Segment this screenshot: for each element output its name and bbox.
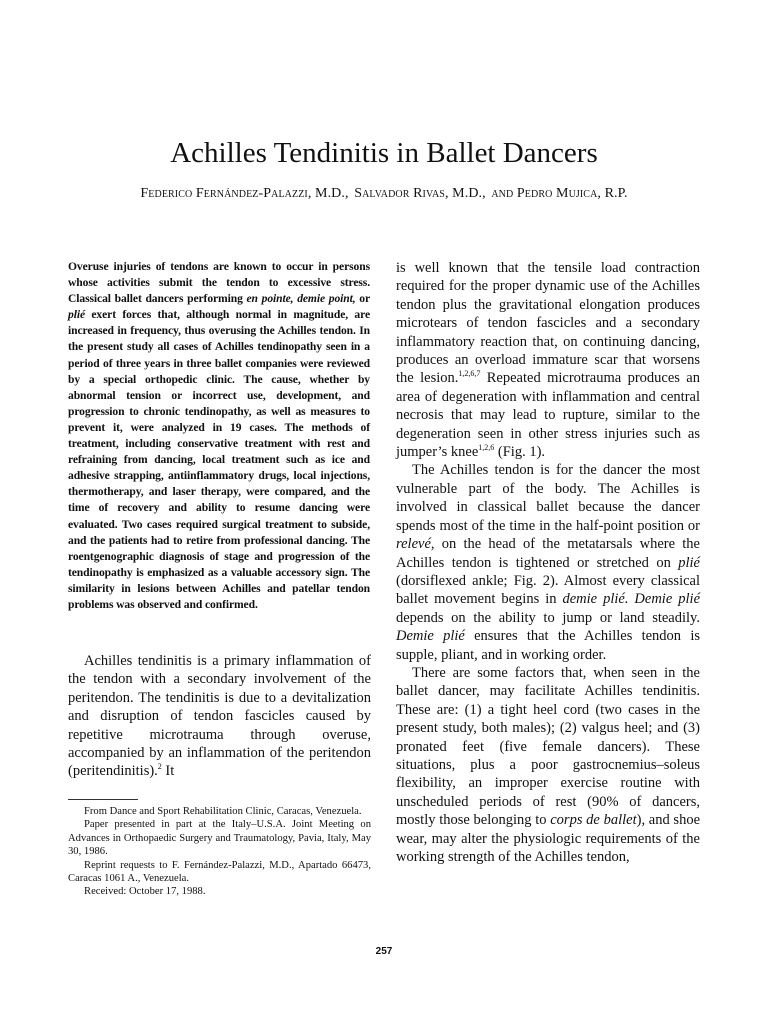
intro-text-tail: It	[161, 763, 175, 780]
para3-text-2: ), and shoe wear, may alter the physiologic requirements of the working strength of the Achilles tendon,	[396, 812, 701, 865]
para2-text-3: (dorsiflexed ankle; Fig. 2). Almost every classical ballet movement begins in	[396, 572, 700, 608]
abstract-block	[68, 259, 370, 613]
para3-text-1: There are some factors that, when seen in the ballet dancer, may facilitate Achilles tendinitis. These are: (1) a tight heel cord (two cases in the present study, both males); (2) valgus heel; and (3) pronated feet (five female dancers). These situations, plus a poor gastrocnemius–soleus flexibility, an improper exercise routine with unscheduled periods of rest (90% of dancers, mostly those belonging to	[396, 664, 700, 829]
abstract-text-3: exert forces that, although normal in magnitude, are increased in frequency, thus overusing the Achilles tendon. In the present study all cases of Achilles tendinopathy seen in a period of three years in three ballet companies were reviewed by a special orthopedic clinic. The cause, whether by abnormal tension or incorrect use, development, and progression to chronic tendinopathy, as well as measures to prevent it, were analyzed in 19 cases. The methods of treatment, including conservative treatment with rest and refraining from dancing, local treatment such as ice and adhesive strapping, antiinflammatory drugs, local injections, thermotherapy, and laser therapy, were compared, and the time of recovery and ability to resume dancing were evaluated. Two cases required surgical treatment to subside, and the patients had to retire from professional dancing. The roentgenographic diagnosis of stage and progression of the tendinopathy is emphasized as a valuable accessory sign. The similarity in lesions between Achilles and patellar tendon problems was observed and confirmed.	[68, 308, 370, 611]
right-column	[396, 259, 700, 866]
footnotes-block	[68, 805, 371, 899]
para2-text-4: depends on the ability to jump or land steadily.	[396, 609, 700, 626]
author-mujica: and Pedro Mujica, R.P.	[491, 186, 628, 201]
para1-text-3: (Fig. 1).	[494, 444, 546, 461]
abstract-emphasis-2: plié	[68, 308, 85, 322]
footnote-divider	[68, 799, 138, 800]
citation-superscript: 1,2,6,7	[458, 369, 481, 379]
introduction-block	[68, 652, 371, 781]
page-number: 257	[375, 946, 393, 957]
footnote-affiliation: From Dance and Sport Rehabilitation Clinic, Caracas, Venezuela.	[84, 806, 362, 817]
intro-text: Achilles tendinitis is a primary inflammation of the tendon with a secondary involvement of the peritendon. The tendinitis is due to a devitalization and disruption of tendon fascicles caused by repetitive microtrauma through overuse, accompanied by an inflammation of the peritendon (peritendinitis).	[68, 653, 371, 780]
para2-emphasis-4: Demie plié	[396, 628, 465, 645]
para3-emphasis-1: corps de ballet	[550, 812, 637, 829]
body-paragraph-3	[396, 664, 700, 866]
abstract-paragraph	[68, 259, 370, 613]
para2-text-1: The Achilles tendon is for the dancer the most vulnerable part of the body. The Achilles is involved in classical ballet because the dancer spends most of the time in the half-point position or	[396, 462, 700, 534]
intro-paragraph	[68, 652, 371, 781]
abstract-text-1: Overuse injuries of tendons are known to occur in persons whose activities submit the tendon to excessive stress. Classical ballet dancers performing	[68, 260, 370, 306]
para1-text-1: is well known that the tensile load contraction required for the proper dynamic use of the Achilles tendon plus the gravitational elongation produces microtears of tendon fascicles and a secondary inflammatory reaction that, on continuing dancing, produces an overload immature scar that worsens the lesion.	[396, 260, 700, 387]
para2-text-5: ensures that the Achilles tendon is supple, pliant, and in working order.	[396, 628, 700, 663]
body-paragraph-2	[396, 461, 700, 663]
body-paragraph-1	[396, 259, 700, 461]
para2-emphasis-3: demie plié. Demie plié	[562, 591, 700, 608]
article-title: Achilles Tendinitis in Ballet Dancers	[170, 137, 598, 169]
citation-superscript: 2	[157, 762, 162, 772]
para2-emphasis-2: plié	[678, 554, 700, 571]
abstract-emphasis-1: en pointe, demie point,	[246, 292, 356, 306]
para2-emphasis-1: relevé,	[396, 536, 435, 553]
para1-text-2: Repeated microtrauma produces an area of degeneration with inflammation and central necrosis that may lead to rupture, similar to the degeneration seen in other stress injuries such as jumper’s knee	[396, 370, 700, 461]
abstract-text-2: or	[355, 292, 371, 306]
author-line	[0, 186, 768, 202]
citation-superscript: 1,2,6	[478, 443, 495, 453]
para2-text-2: on the head of the metatarsals where the Achilles tendon is tightened or stretched on	[396, 536, 700, 571]
footnote-received: Received: October 17, 1988.	[84, 886, 206, 898]
footnote-reprint: Reprint requests to F. Fernández-Palazzi, M.D., Apartado 66473, Caracas 1061 A., Venezuela.	[68, 859, 371, 885]
author-fernandez-palazzi: Federico Fernández-Palazzi, M.D.,	[140, 186, 349, 201]
footnote-presentation: Paper presented in part at the Italy–U.S.A. Joint Meeting on Advances in Orthopaedic Surgery and Traumatology, Pavia, Italy, May 30, 1986.	[68, 819, 371, 858]
author-rivas: Salvador Rivas, M.D.,	[354, 186, 486, 201]
